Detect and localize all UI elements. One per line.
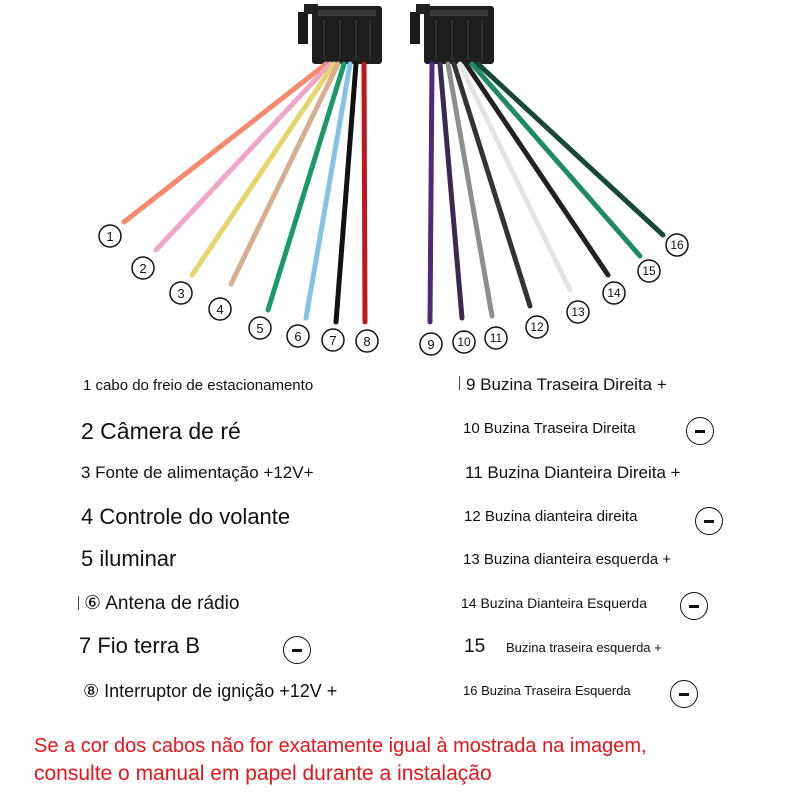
wire-number-13: 13 [571,305,585,319]
negative-minus-icon [680,592,708,620]
wire-number-10: 10 [457,335,471,349]
warning-note-line-2: consulte o manual em papel durante a instalação [34,762,492,785]
wire-11 [448,64,492,316]
legend-item-5: 5 iluminar [81,546,177,571]
wire-number-6: 6 [294,329,302,344]
legend-item-6: ⑥ Antena de rádio [84,593,240,614]
wire-1 [124,64,326,222]
wire-number-3: 3 [177,286,185,301]
legend-item-10: 10 Buzina Traseira Direita [463,420,636,437]
wire-number-7: 7 [329,333,337,348]
wiring-diagram [0,0,801,360]
wire-15 [472,64,640,256]
wire-2 [156,64,330,250]
negative-minus-icon [686,417,714,445]
wire-number-11: 11 [489,331,503,345]
legend-item-11: 11 Buzina Dianteira Direita + [465,463,681,482]
legend-item-15: Buzina traseira esquerda + [506,640,662,655]
wire-number-9: 9 [427,337,435,352]
ground-minus-icon [283,636,311,664]
legend-item-16: 16 Buzina Traseira Esquerda [463,683,631,698]
legend-item-7: 7 Fio terra B [79,633,201,658]
warning-note-line-1: Se a cor dos cabos não for exatamente igual à mostrada na imagem, [34,735,647,757]
wire-16 [478,64,663,235]
legend-item-1: 1 cabo do freio de estacionamento [83,377,314,394]
legend-item-14: 14 Buzina Dianteira Esquerda [461,595,648,611]
wire-number-12: 12 [530,320,544,334]
wire-number-8: 8 [363,334,371,349]
right-connector [410,4,494,64]
legend-item-13: 13 Buzina dianteira esquerda + [463,551,672,568]
wire-7 [336,64,356,322]
legend-item-9: 9 Buzina Traseira Direita + [466,375,667,394]
legend-item-2: 2 Câmera de ré [81,418,241,444]
wire-number-1: 1 [106,229,114,244]
legend-item-8: ⑧ Interruptor de ignição +12V + [83,681,338,701]
wire-number-16: 16 [670,238,684,252]
wire-number-14: 14 [607,286,621,300]
legend-item-3: 3 Fonte de alimentação +12V+ [81,463,314,482]
wire-number-15: 15 [642,264,656,278]
tick-mark [459,376,460,390]
legend-item-4: 4 Controle do volante [81,504,291,529]
negative-minus-icon [695,507,723,535]
tick-mark [78,596,79,610]
wire-number-5: 5 [256,321,264,336]
wire-9 [430,64,432,322]
wire-8 [364,64,365,322]
wire-number-2: 2 [139,261,147,276]
wire-6 [306,64,350,318]
left-connector [298,4,382,64]
wire-number-4: 4 [216,302,224,317]
legend-item-12: 12 Buzina dianteira direita [464,508,638,525]
legend-item-15-number: 15 [464,636,486,657]
wire-10 [440,64,462,318]
negative-minus-icon [670,680,698,708]
